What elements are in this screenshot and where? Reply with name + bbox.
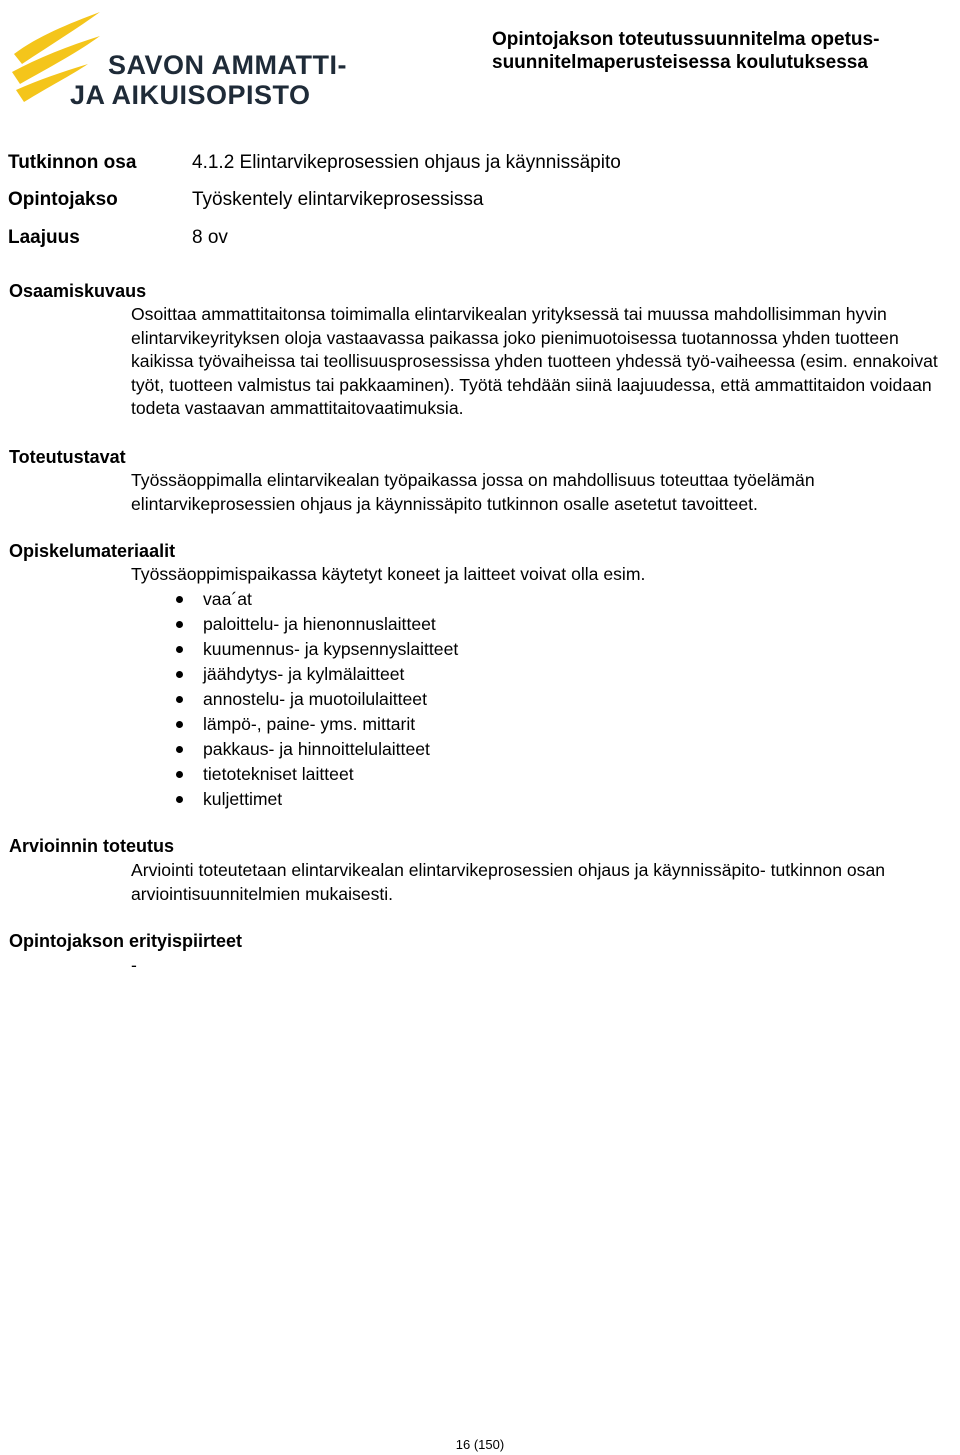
list-item-text: pakkaus- ja hinnoittelulaitteet (203, 738, 430, 759)
toteutustavat-text: Työssäoppimalla elintarvikealan työpaikassa jossa on mahdollisuus toteuttaa työelämän elintarvikeprosessien ohjaus ja käynnissäpito tutkinnon osalle asetetut tavoitteet. (131, 470, 815, 514)
list-item-text: jäähdytys- ja kylmälaitteet (203, 663, 405, 684)
document-title: Opintojakson toteutussuunnitelma opetus-suunnitelmaperusteisessa koulutuksessa (492, 29, 880, 73)
list-item (131, 787, 957, 812)
page-number: 16 (150) (455, 1437, 505, 1452)
meta-label: Laajuus (8, 227, 80, 248)
erityispiirteet-text: - (131, 955, 137, 975)
arvioinnin-toteutus-text: Arviointi toteutetaan elintarvikealan elintarvikeprosessien ohjaus ja käynnissäpito- tutkinnon osan arviointisuunnitelmien mukaisesti. (131, 860, 886, 904)
meta-label: Opintojakso (8, 189, 118, 210)
bullet-icon (176, 671, 183, 678)
meta-value: 4.1.2 Elintarvikeprosessien ohjaus ja käynnissäpito (192, 152, 621, 173)
section-heading-arvioinnin-toteutus: Arvioinnin toteutus (9, 836, 174, 856)
section-body-opiskelumateriaalit (131, 563, 957, 812)
list-item-text: kuumennus- ja kypsennyslaitteet (203, 638, 459, 659)
list-item (131, 587, 957, 612)
osaamiskuvaus-text: Osoittaa ammattitaitonsa toimimalla elintarvikealan yrityksessä tai muussa mahdollisimman hyvin elintarvikeyrityksen oloja vastaavassa paikassa joko pienimuotoisessa tuotannossa yhden tuotteen kaikissa työvaiheissa tai teollisuusprosessissa yhden tuotteen yhdessä työ-vaiheessa (esim. ennakoivat työt, tuotteen valmistus tai pakkaaminen). Työtä tehdään siinä laajuudessa, että ammattitaidon voidaan todeta vastaavan ammattitaitovaatimuksia. (131, 304, 938, 418)
school-logo (8, 6, 348, 110)
list-item (131, 762, 957, 787)
section-heading-toteutustavat: Toteutustavat (9, 447, 126, 467)
bullet-icon (176, 721, 183, 728)
equipment-list (131, 587, 957, 812)
section-body-toteutustavat (131, 469, 957, 516)
bullet-icon (176, 621, 183, 628)
opiskelumateriaalit-intro: Työssäoppimispaikassa käytetyt koneet ja laitteet voivat olla esim. (131, 564, 646, 584)
bullet-icon (176, 696, 183, 703)
meta-value: Työskentely elintarvikeprosessissa (192, 189, 484, 210)
bullet-icon (176, 796, 183, 803)
logo-text-line1: SAVON AMMATTI- (108, 50, 347, 80)
list-item-text: annostelu- ja muotoilulaitteet (203, 688, 427, 709)
logo-text-line2: JA AIKUISOPISTO (70, 80, 311, 110)
bullet-icon (176, 596, 183, 603)
meta-label: Tutkinnon osa (8, 152, 137, 173)
section-heading-osaamiskuvaus: Osaamiskuvaus (9, 281, 147, 301)
section-body-erityispiirteet (131, 954, 957, 978)
meta-value: 8 ov (192, 227, 228, 248)
list-item (131, 737, 957, 762)
section-heading-opiskelumateriaalit: Opiskelumateriaalit (9, 541, 176, 561)
bullet-icon (176, 746, 183, 753)
list-item (131, 637, 957, 662)
bullet-icon (176, 646, 183, 653)
list-item (131, 662, 957, 687)
bullet-icon (176, 771, 183, 778)
section-body-osaamiskuvaus (131, 303, 957, 421)
list-item-text: paloittelu- ja hienonnuslaitteet (203, 613, 436, 634)
section-heading-erityispiirteet: Opintojakson erityispiirteet (9, 931, 243, 951)
list-item-text: lämpö-, paine- yms. mittarit (203, 713, 416, 734)
list-item-text: tietotekniset laitteet (203, 763, 354, 784)
section-body-arvioinnin-toteutus (131, 859, 957, 906)
list-item-text: kuljettimet (203, 788, 283, 809)
list-item-text: vaa´at (203, 588, 252, 609)
list-item (131, 712, 957, 737)
list-item (131, 612, 957, 637)
list-item (131, 687, 957, 712)
